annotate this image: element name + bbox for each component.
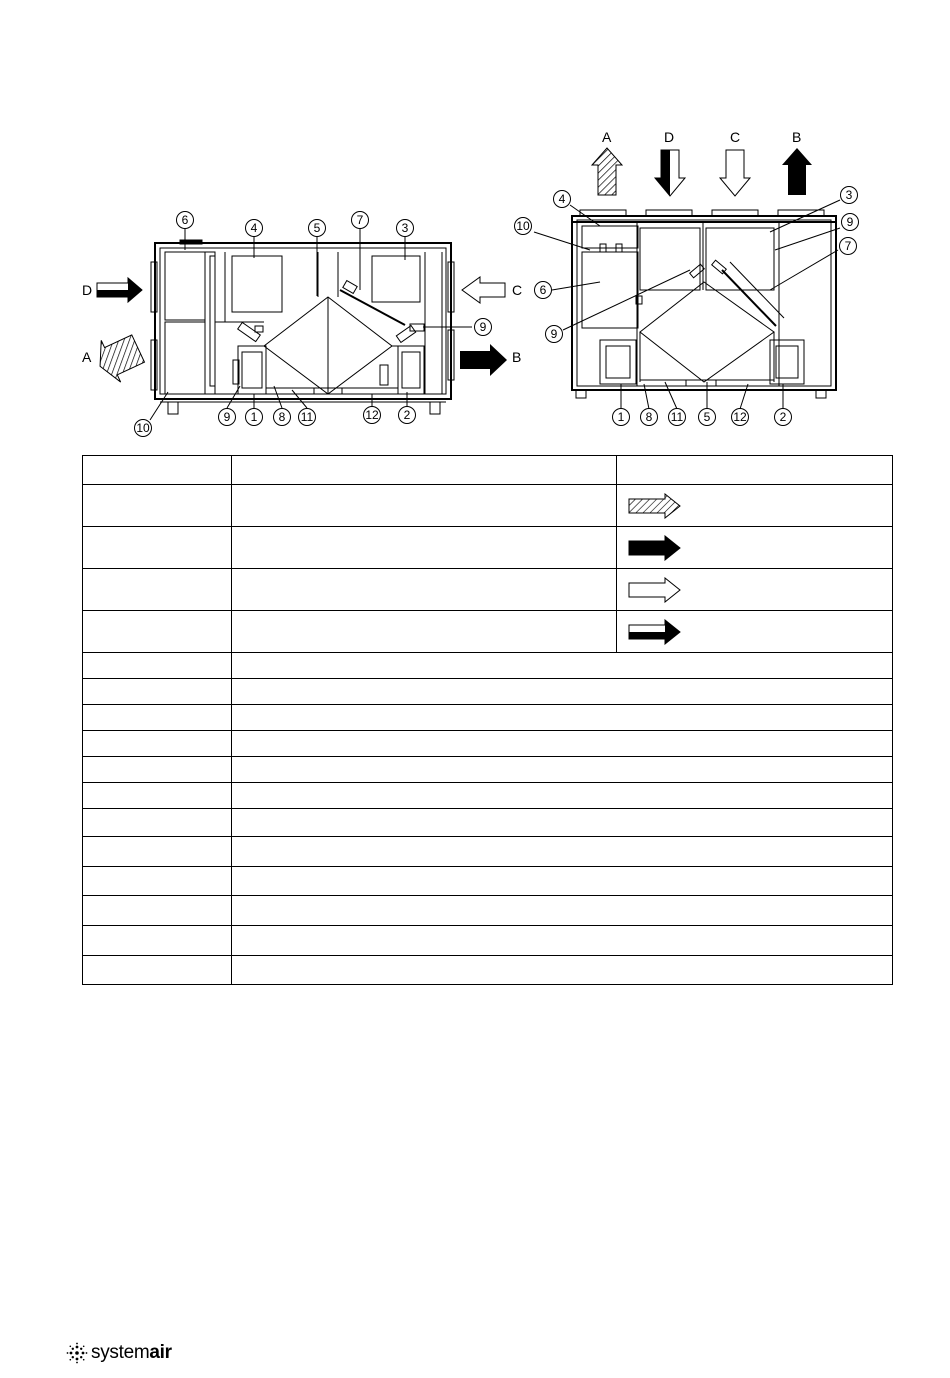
- right-label-d: D: [664, 129, 675, 145]
- right-flow-arrow-c: [720, 150, 750, 196]
- left-label-d: D: [82, 282, 93, 298]
- item-code: [83, 809, 232, 837]
- header-cell-1: [83, 456, 232, 485]
- arrow-row-desc: [232, 611, 617, 653]
- right-flow-arrow-d: [655, 150, 685, 196]
- left-callout-1: 1: [250, 410, 258, 424]
- arrow-row-code: [83, 485, 232, 527]
- arrow-row-code: [83, 611, 232, 653]
- item-desc: [232, 705, 893, 731]
- left-flow-arrow-d: [97, 278, 142, 302]
- right-callout-5: 5: [703, 410, 711, 424]
- item-desc: [232, 757, 893, 783]
- right-label-b: B: [792, 129, 802, 145]
- right-callout-6: 6: [539, 283, 547, 297]
- legend-item-row: [83, 926, 893, 956]
- legend-item-row: [83, 783, 893, 809]
- left-callout-6: 6: [181, 213, 189, 227]
- right-callout-4: 4: [558, 192, 566, 206]
- left-callout-9b: 9: [223, 410, 231, 424]
- item-code: [83, 896, 232, 926]
- right-callout-10: 10: [516, 219, 530, 233]
- arrow-row: [83, 569, 893, 611]
- left-callout-8: 8: [278, 410, 286, 424]
- item-desc: [232, 783, 893, 809]
- left-callout-7: 7: [356, 213, 364, 227]
- arrow-row-code: [83, 527, 232, 569]
- right-callout-2: 2: [779, 410, 787, 424]
- item-code: [83, 679, 232, 705]
- item-code: [83, 705, 232, 731]
- legend-item-row: [83, 867, 893, 896]
- arrow-row-desc: [232, 485, 617, 527]
- arrow-row-code: [83, 569, 232, 611]
- item-code: [83, 731, 232, 757]
- arrow-row: [83, 527, 893, 569]
- hatched-arrow-icon: [627, 493, 683, 519]
- left-label-c: C: [512, 282, 523, 298]
- left-callout-11: 11: [300, 410, 314, 424]
- left-flow-arrow-a: [90, 328, 148, 387]
- item-desc: [232, 679, 893, 705]
- arrow-row-symbol: [617, 569, 893, 611]
- legend-item-row: [83, 896, 893, 926]
- right-callout-9b: 9: [550, 327, 558, 341]
- unit-diagrams: [0, 0, 950, 445]
- item-code: [83, 757, 232, 783]
- systemair-logo: [66, 1342, 172, 1364]
- left-flow-arrow-b: [460, 344, 507, 376]
- right-flow-arrow-b: [782, 148, 812, 195]
- item-desc: [232, 731, 893, 757]
- right-callout-1: 1: [617, 410, 625, 424]
- arrow-row: [83, 485, 893, 527]
- right-callout-11: 11: [670, 410, 684, 424]
- item-desc: [232, 809, 893, 837]
- half-black-arrow-icon: [627, 619, 683, 645]
- left-flow-arrow-c: [462, 277, 505, 303]
- arrow-row: [83, 611, 893, 653]
- right-unit-diagram: [572, 210, 836, 398]
- header-cell-2: [232, 456, 617, 485]
- legend-item-row: [83, 809, 893, 837]
- item-desc: [232, 956, 893, 985]
- right-callout-9a: 9: [846, 215, 854, 229]
- left-callout-5: 5: [313, 221, 321, 235]
- right-label-c: C: [730, 129, 741, 145]
- item-code: [83, 956, 232, 985]
- left-callouts: [135, 212, 492, 437]
- left-callout-3: 3: [401, 221, 409, 235]
- legend-item-row: [83, 653, 893, 679]
- legend-item-row: [83, 731, 893, 757]
- left-callout-2: 2: [403, 408, 411, 422]
- item-desc: [232, 867, 893, 896]
- legend-item-row: [83, 956, 893, 985]
- left-label-a: A: [82, 349, 92, 365]
- arrow-row-symbol: [617, 485, 893, 527]
- legend-item-row: [83, 705, 893, 731]
- left-callout-12: 12: [365, 408, 379, 422]
- right-flow-arrow-a: [592, 148, 622, 195]
- left-callout-10: 10: [136, 421, 150, 435]
- legend-item-row: [83, 679, 893, 705]
- systemair-logo-mark-icon: [66, 1342, 88, 1364]
- arrow-row-symbol: [617, 611, 893, 653]
- logo-suffix: air: [149, 1342, 172, 1363]
- arrow-row-symbol: [617, 527, 893, 569]
- left-unit-diagram: [151, 240, 454, 414]
- item-desc: [232, 926, 893, 956]
- black-arrow-icon: [627, 535, 683, 561]
- legend-item-row: [83, 837, 893, 867]
- right-callout-7: 7: [844, 239, 852, 253]
- right-callout-8: 8: [645, 410, 653, 424]
- item-code: [83, 653, 232, 679]
- right-callout-numbers: [516, 188, 853, 424]
- logo-prefix: system: [91, 1342, 150, 1363]
- item-desc: [232, 653, 893, 679]
- white-arrow-icon: [627, 577, 683, 603]
- item-code: [83, 926, 232, 956]
- item-desc: [232, 837, 893, 867]
- left-callout-9a: 9: [479, 320, 487, 334]
- arrow-row-desc: [232, 527, 617, 569]
- left-label-b: B: [512, 349, 522, 365]
- right-callout-3: 3: [845, 188, 853, 202]
- header-cell-3: [617, 456, 893, 485]
- item-code: [83, 837, 232, 867]
- right-label-a: A: [602, 129, 612, 145]
- item-desc: [232, 896, 893, 926]
- item-code: [83, 783, 232, 809]
- arrow-row-desc: [232, 569, 617, 611]
- legend-header-row: [83, 456, 893, 485]
- legend-table: [82, 455, 893, 985]
- legend-item-row: [83, 757, 893, 783]
- right-callout-12: 12: [733, 410, 747, 424]
- left-callout-4: 4: [250, 221, 258, 235]
- item-code: [83, 867, 232, 896]
- systemair-wordmark: [91, 1342, 172, 1364]
